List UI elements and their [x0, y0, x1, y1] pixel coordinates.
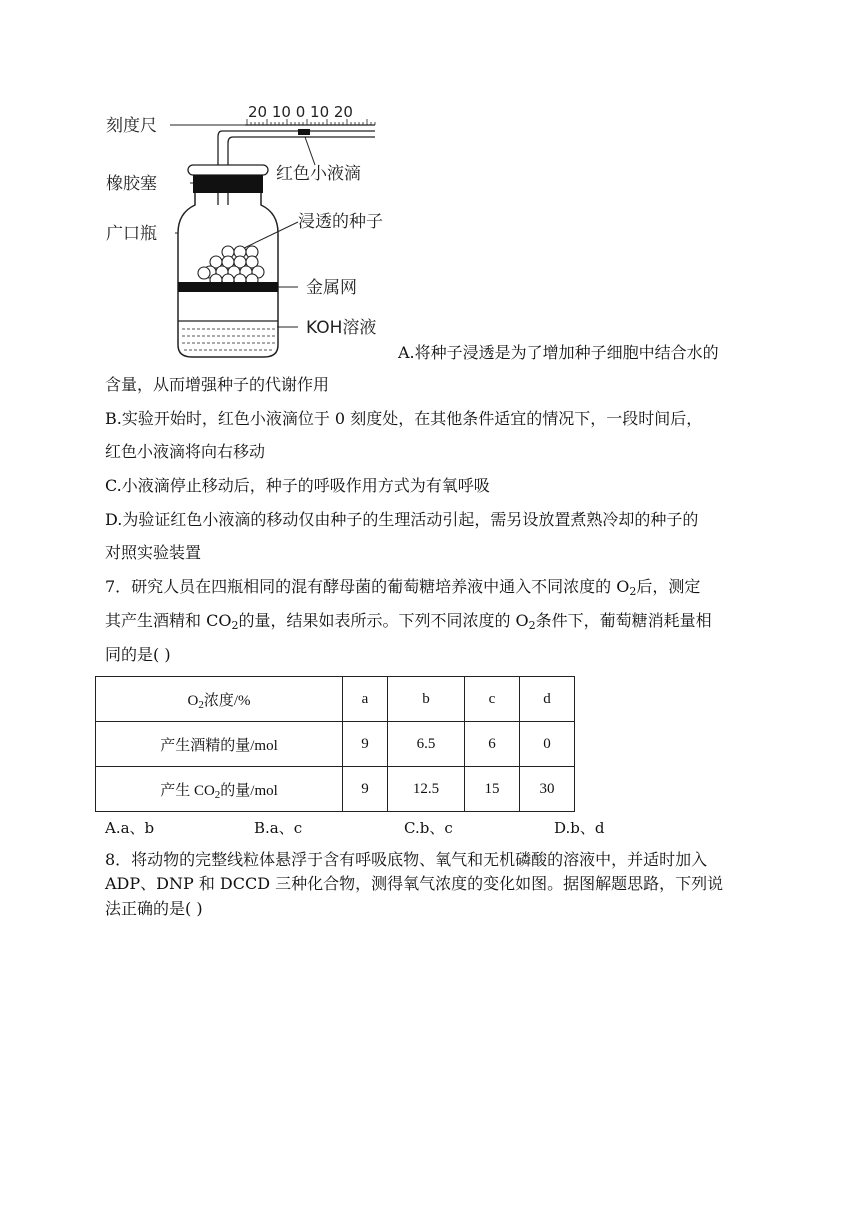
- metal-mesh: [178, 282, 278, 292]
- q7-results-table: [95, 676, 575, 812]
- q7-option-b: B.a、c: [254, 819, 303, 837]
- q7-option-a: A.a、b: [105, 819, 155, 837]
- q6-option-a-line2: 含量，从而增强种子的代谢作用: [105, 375, 330, 394]
- q6-option-c: C.小液滴停止移动后，种子的呼吸作用方式为有氧呼吸: [105, 476, 490, 495]
- table-cell: 0: [520, 722, 575, 767]
- apparatus-diagram: [100, 95, 420, 365]
- col-header-b: b: [388, 677, 465, 722]
- row-label-co2: 产生 $CO_2$的量/mol: [96, 767, 343, 812]
- table-cell: 6.5: [388, 722, 465, 767]
- ruler-scale: [245, 103, 375, 125]
- q6-option-d-line1: D.为验证红色小液滴的移动仅由种子的生理活动引起，需另设放置煮熟冷却的种子的: [105, 510, 699, 529]
- table-row: [96, 677, 575, 722]
- table-cell: 15: [465, 767, 520, 812]
- q7-stem-line2: 其产生酒精和 $CO_2$的量，结果如表所示。下列不同浓度的 $O_2$条件下，葡萄糖消耗量相: [105, 611, 712, 632]
- q7-option-c: C.b、c: [404, 819, 453, 837]
- q8-stem-line3: 法正确的是( ): [105, 899, 203, 918]
- rubber-stopper: [188, 165, 268, 193]
- label-mesh: 金属网: [306, 278, 357, 298]
- q8-stem-line1: 8．将动物的完整线粒体悬浮于含有呼吸底物、氧气和无机磷酸的溶液中，并适时加入: [105, 850, 708, 869]
- seed: [198, 267, 210, 279]
- q8-stem-line2: ADP、DNP 和 DCCD 三种化合物，测得氧气浓度的变化如图。据图解题思路，下列说: [105, 874, 724, 893]
- q7-stem-line3: 同的是( ): [105, 645, 171, 664]
- q6-option-a-line1: A.将种子浸透是为了增加种子细胞中结合水的: [398, 343, 719, 362]
- col-header-c: c: [465, 677, 520, 722]
- q7-stem-line1: 7．研究人员在四瓶相同的混有酵母菌的葡萄糖培养液中通入不同浓度的 $O_2$后，测定: [105, 577, 701, 598]
- q6-option-b-line1: B.实验开始时，红色小液滴位于 0 刻度处，在其他条件适宜的情况下，一段时间后，: [105, 409, 703, 428]
- table-cell: 12.5: [388, 767, 465, 812]
- label-solution: KOH溶液: [306, 318, 377, 338]
- koh-solution: [178, 321, 278, 350]
- q6-option-d-line2: 对照实验装置: [105, 543, 202, 562]
- label-droplet: 红色小液滴: [276, 164, 361, 184]
- label-bottle: 广口瓶: [106, 224, 157, 244]
- q7-option-d: D.b、d: [554, 819, 605, 837]
- table-cell: 9: [343, 722, 388, 767]
- red-droplet: [298, 129, 310, 135]
- row-label-alcohol: 产生酒精的量/mol: [96, 722, 343, 767]
- q6-option-b-line2: 红色小液滴将向右移动: [105, 442, 266, 461]
- table-cell: 6: [465, 722, 520, 767]
- table-row: [96, 767, 575, 812]
- header-o2-concentration: $O_2$浓度/%: [96, 677, 343, 722]
- label-seeds: 浸透的种子: [298, 212, 383, 232]
- soaked-seeds: [198, 246, 264, 286]
- scale-tick-labels: 20 10 0 10 20: [248, 103, 353, 121]
- label-ruler: 刻度尺: [106, 116, 157, 136]
- label-stopper: 橡胶塞: [106, 174, 157, 194]
- table-row: [96, 722, 575, 767]
- col-header-a: a: [343, 677, 388, 722]
- col-header-d: d: [520, 677, 575, 722]
- table-cell: 30: [520, 767, 575, 812]
- table-cell: 9: [343, 767, 388, 812]
